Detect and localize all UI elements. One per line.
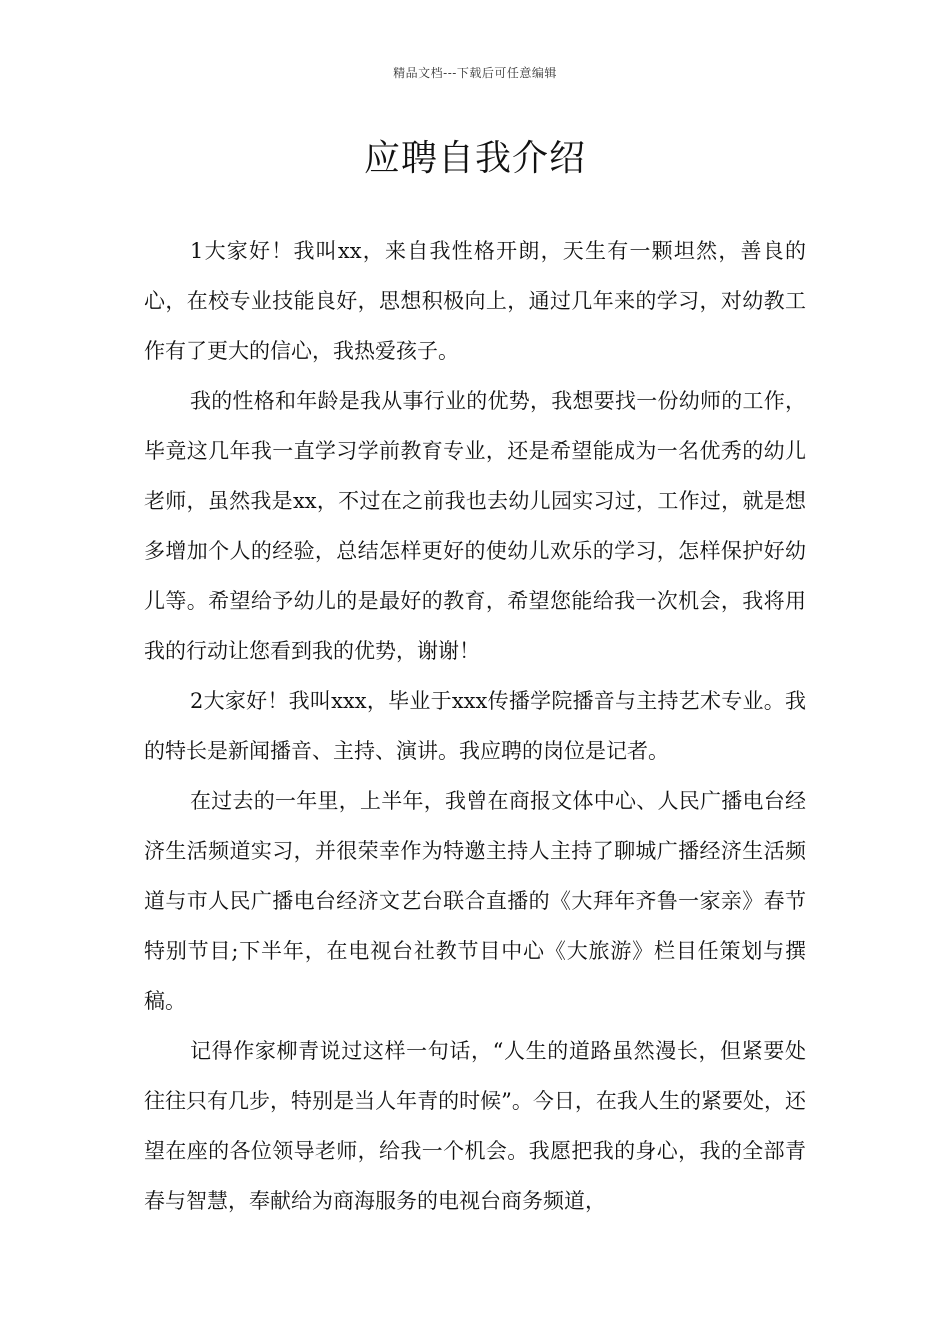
header-note: 精品文档---下载后可任意编辑	[393, 66, 557, 80]
paragraph-1: 1大家好！我叫xx，来自我性格开朗，天生有一颗坦然，善良的心，在校专业技能良好，思想积极向上，通过几年来的学习，对幼教工作有了更大的信心，我热爱孩子。	[144, 239, 806, 363]
paragraph-3: 2大家好！我叫xxx，毕业于xxx传播学院播音与主持艺术专业。我的特长是新闻播音、主持、演讲。我应聘的岗位是记者。	[144, 689, 806, 763]
paragraph-5: 记得作家柳青说过这样一句话，“人生的道路虽然漫长，但紧要处往往只有几步，特别是当人年青的时候”。今日，在我人生的紧要处，还望在座的各位领导老师，给我一个机会。我愿把我的身心，我的全部青春与智慧，奉献给为商海服务的电视台商务频道，	[144, 1039, 806, 1213]
paragraph-2: 我的性格和年龄是我从事行业的优势，我想要找一份幼师的工作，毕竟这几年我一直学习学前教育专业，还是希望能成为一名优秀的幼儿老师，虽然我是xx，不过在之前我也去幼儿园实习过，工作过，就是想多增加个人的经验，总结怎样更好的使幼儿欢乐的学习，怎样保护好幼儿等。希望给予幼儿的是最好的教育，希望您能给我一次机会，我将用我的行动让您看到我的优势，谢谢！	[144, 389, 806, 663]
paragraph-4: 在过去的一年里，上半年，我曾在商报文体中心、人民广播电台经济生活频道实习，并很荣幸作为特邀主持人主持了聊城广播经济生活频道与市人民广播电台经济文艺台联合直播的《大拜年齐鲁一家亲》春节特别节目;下半年，在电视台社教节目中心《大旅游》栏目任策划与撰稿。	[144, 789, 806, 1013]
document-title: 应聘自我介绍	[363, 138, 586, 179]
document-body	[144, 226, 806, 1226]
